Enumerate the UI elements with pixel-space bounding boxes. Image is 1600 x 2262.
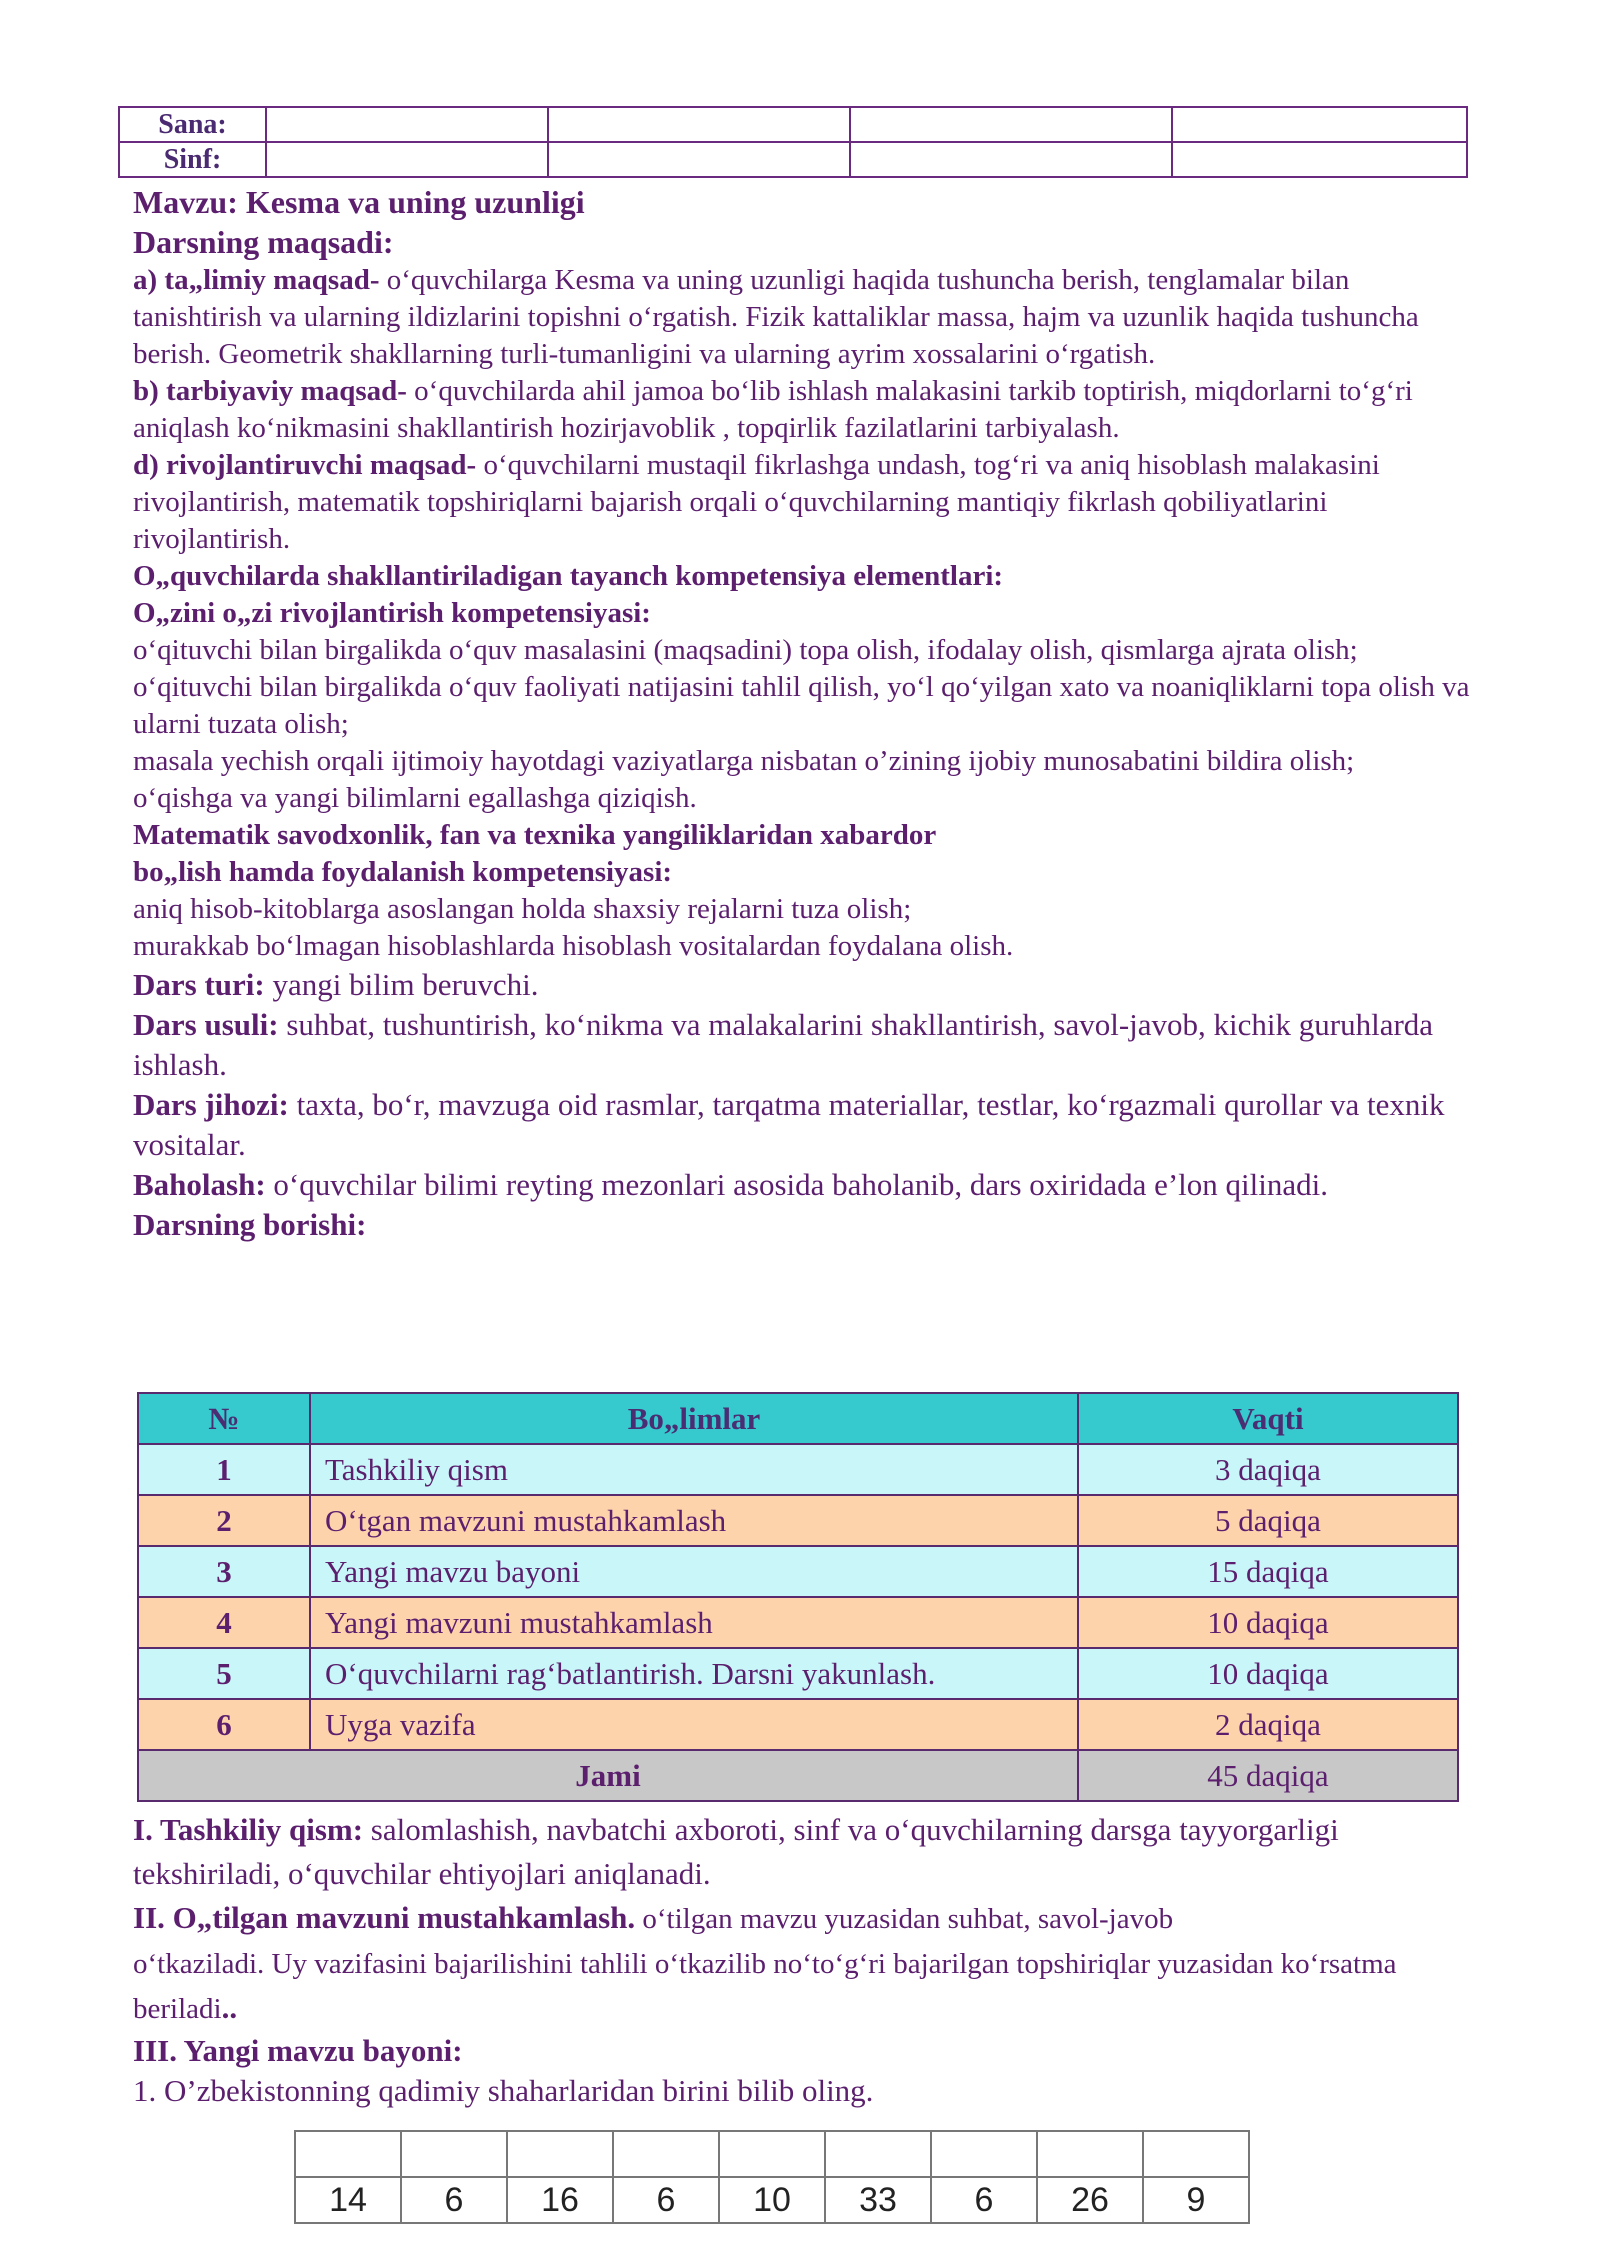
stage-text: o‘tilgan mavzu yuzasidan suhbat, savol-javob (635, 1903, 1174, 1935)
goal-upbringing (133, 373, 1483, 447)
self-development-heading: O„zini o„zi rivojlantirish kompetensiyasi: (133, 597, 651, 629)
row-number: 1 (138, 1444, 310, 1495)
row-number: 4 (138, 1597, 310, 1648)
answer-row (295, 2131, 1249, 2177)
table-row (138, 1444, 1458, 1495)
math-competence-item: murakkab bo‘lmagan hisoblashlarda hisoblash vositalardan foydalana olish. (133, 930, 1014, 962)
stage-review (133, 1896, 1483, 2031)
task-1: 1. O’zbekistonning qadimiy shaharlaridan birini bilib oling. (133, 2073, 874, 2108)
table-header-row (138, 1393, 1458, 1444)
answer-cell[interactable] (719, 2131, 825, 2177)
column-header-time: Vaqti (1078, 1393, 1458, 1444)
competence-heading: O„quvchilarda shakllantiriladigan tayanch kompetensiya elementlari: (133, 560, 1004, 592)
number-cell: 33 (825, 2177, 931, 2223)
sinf-label: Sinf: (119, 142, 266, 177)
row-time: 3 daqiqa (1078, 1444, 1458, 1495)
sinf-cell[interactable] (850, 142, 1172, 177)
answer-cell[interactable] (1037, 2131, 1143, 2177)
self-development-item: masala yechish orqali ijtimoiy hayotdagi vaziyatlarga nisbatan o’zining ijobiy munosabatini bildira olish; (133, 745, 1355, 777)
math-competence-item: aniq hisob-kitoblarga asoslangan holda shaxsiy rejalarni tuza olish; (133, 893, 912, 925)
table-row (138, 1546, 1458, 1597)
row-number: 3 (138, 1546, 310, 1597)
lesson-method (133, 1005, 1483, 1085)
total-time: 45 daqiqa (1078, 1750, 1458, 1801)
answer-cell[interactable] (825, 2131, 931, 2177)
answer-cell[interactable] (295, 2131, 401, 2177)
table-row (138, 1699, 1458, 1750)
lesson-stages (133, 1808, 1483, 2111)
row-section: Tashkiliy qism (310, 1444, 1078, 1495)
table-row (138, 1597, 1458, 1648)
sana-cell[interactable] (548, 107, 850, 142)
answer-cell[interactable] (931, 2131, 1037, 2177)
topic-title: Mavzu: Kesma va uning uzunligi (133, 184, 585, 220)
sana-cell[interactable] (1172, 107, 1467, 142)
sana-cell[interactable] (850, 107, 1172, 142)
row-time: 2 daqiqa (1078, 1699, 1458, 1750)
sana-cell[interactable] (266, 107, 548, 142)
goal-text: o‘quvchilarda ahil jamoa bo‘lib ishlash malakasini tarkib toptirish, miqdorlarni to‘g‘ri aniqlash ko‘nikmasini shakllantirish hozirjavoblik , topqirlik fazilatlarini tarbiyalash. (133, 375, 1413, 444)
row-section: Uyga vazifa (310, 1699, 1078, 1750)
info-text: o‘quvchilar bilimi reyting mezonlari asosida baholanib, dars oxiridada e’lon qilinadi. (265, 1167, 1328, 1202)
answer-cell[interactable] (613, 2131, 719, 2177)
table-row (138, 1495, 1458, 1546)
table-row (138, 1648, 1458, 1699)
sinf-row (119, 142, 1467, 177)
math-competence-heading: Matematik savodxonlik, fan va texnika yangiliklaridan xabardor (133, 819, 937, 851)
goal-text: o‘quvchilarga Kesma va uning uzunligi haqida tushuncha berish, tenglamalar bilan tanishtirish va ularning ildizlarini topishni o‘rgatish. Fizik kattaliklar massa, hajm va uzunlik haqida tushuncha berish. Geometrik shakllarning turli-tumanligini va ularning ayrim xossalarini o‘rgatish. (133, 264, 1419, 370)
self-development-item: o‘qishga va yangi bilimlarni egallashga qiziqish. (133, 782, 697, 814)
info-label: Dars usuli: (133, 1007, 279, 1042)
row-section: O‘tgan mavzuni mustahkamlash (310, 1495, 1078, 1546)
row-number: 6 (138, 1699, 310, 1750)
number-row (295, 2177, 1249, 2223)
lesson-type (133, 965, 1483, 1005)
goal-text: o‘quvchilarni mustaqil fikrlashga undash, tog‘ri va aniq hisoblash malakasini rivojlantirish, matematik topshiriqlarni bajarish orqali o‘quvchilarning mantiqiy fikrlash qobiliyatlarini rivojlantirish. (133, 449, 1380, 555)
row-number: 5 (138, 1648, 310, 1699)
number-cell: 6 (931, 2177, 1037, 2223)
lesson-plan-body (133, 182, 1483, 1245)
stage-organizational (133, 1808, 1483, 1896)
math-competence-heading-2: bo„lish hamda foydalanish kompetensiyasi: (133, 856, 673, 888)
table-total-row (138, 1750, 1458, 1801)
number-cell: 16 (507, 2177, 613, 2223)
sana-row (119, 107, 1467, 142)
answer-cell[interactable] (507, 2131, 613, 2177)
row-section: O‘quvchilarni rag‘batlantirish. Darsni yakunlash. (310, 1648, 1078, 1699)
row-section: Yangi mavzu bayoni (310, 1546, 1078, 1597)
info-text: suhbat, tushuntirish, ko‘nikma va malakalarini shakllantirish, savol-javob, kichik guruhlarda ishlash. (133, 1007, 1434, 1082)
column-header-sections: Bo„limlar (310, 1393, 1078, 1444)
number-cell: 14 (295, 2177, 401, 2223)
sinf-cell[interactable] (1172, 142, 1467, 177)
row-time: 10 daqiqa (1078, 1597, 1458, 1648)
number-puzzle-table (294, 2130, 1250, 2224)
stage-label: I. Tashkiliy qism: (133, 1812, 364, 1847)
stage-text-end: .. (221, 1990, 238, 2025)
number-cell: 6 (401, 2177, 507, 2223)
row-time: 15 daqiqa (1078, 1546, 1458, 1597)
stage-text-rest: o‘tkaziladi. Uy vazifasini bajarilishini tahlili o‘tkazilib no‘to‘g‘ri bajarilgan topshiriqlar yuzasidan ko‘rsatma beriladi (133, 1948, 1397, 2025)
column-header-number: № (138, 1393, 310, 1444)
self-development-item: o‘qituvchi bilan birgalikda o‘quv masalasini (maqsadini) topa olish, ifodalay olish, qismlarga ajrata olish; (133, 634, 1358, 666)
row-time: 10 daqiqa (1078, 1648, 1458, 1699)
self-development-item: o‘qituvchi bilan birgalikda o‘quv faoliyati natijasini tahlil qilish, yo‘l qo‘yilgan xato va noaniqliklarni topa olish va ularni tuzata olish; (133, 671, 1470, 740)
number-cell: 26 (1037, 2177, 1143, 2223)
goal-developmental (133, 447, 1483, 558)
number-cell: 6 (613, 2177, 719, 2223)
new-topic-heading: III. Yangi mavzu bayoni: (133, 2033, 463, 2068)
info-label: Dars turi: (133, 967, 265, 1002)
lesson-equipment (133, 1085, 1483, 1165)
stage-text: salomlashish, navbatchi axboroti, sinf va o‘quvchilarning darsga tayyorgarligi tekshiriladi, o‘quvchilar ehtiyojlari aniqlanadi. (133, 1812, 1339, 1891)
sinf-cell[interactable] (548, 142, 850, 177)
info-label: Baholash: (133, 1167, 266, 1202)
goal-educational (133, 262, 1483, 373)
lesson-assessment (133, 1165, 1483, 1205)
goal-label: a) ta„limiy maqsad- (133, 264, 380, 296)
row-number: 2 (138, 1495, 310, 1546)
row-time: 5 daqiqa (1078, 1495, 1458, 1546)
row-section: Yangi mavzuni mustahkamlash (310, 1597, 1078, 1648)
goal-label: b) tarbiyaviy maqsad- (133, 375, 407, 407)
lesson-schedule-table (137, 1392, 1459, 1802)
number-cell: 9 (1143, 2177, 1249, 2223)
info-label: Dars jihozi: (133, 1087, 289, 1122)
sinf-cell[interactable] (266, 142, 548, 177)
date-class-table (118, 106, 1468, 178)
goals-heading: Darsning maqsadi: (133, 224, 394, 260)
info-text: yangi bilim beruvchi. (264, 967, 539, 1002)
info-text: taxta, bo‘r, mavzuga oid rasmlar, tarqatma materiallar, testlar, ko‘rgazmali qurollar va texnik vositalar. (133, 1087, 1445, 1162)
lesson-progress-heading: Darsning borishi: (133, 1207, 367, 1242)
goal-label: d) rivojlantiruvchi maqsad- (133, 449, 477, 481)
sana-label: Sana: (119, 107, 266, 142)
answer-cell[interactable] (1143, 2131, 1249, 2177)
total-label: Jami (138, 1750, 1078, 1801)
stage-label: II. O„tilgan mavzuni mustahkamlash. (133, 1900, 636, 1935)
answer-cell[interactable] (401, 2131, 507, 2177)
number-cell: 10 (719, 2177, 825, 2223)
